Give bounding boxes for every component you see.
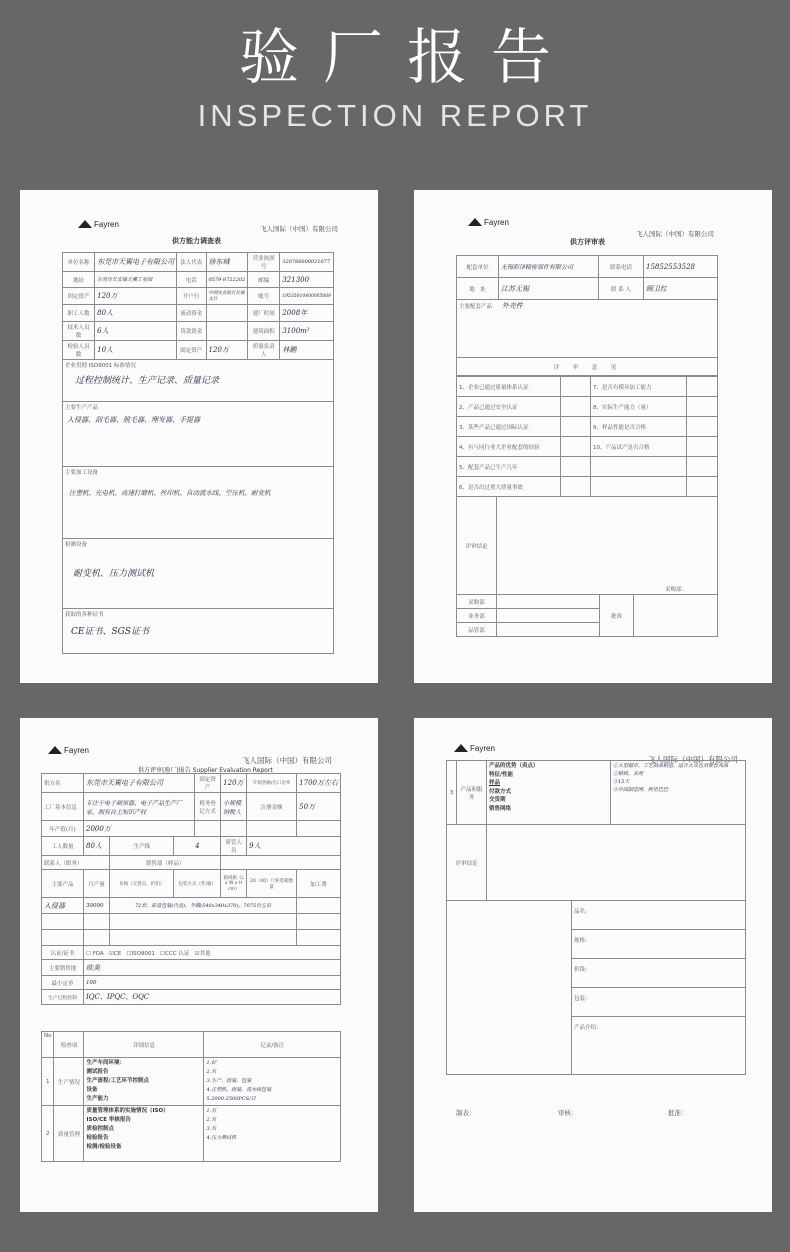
cert-ce-checkbox[interactable]: ☑CE bbox=[109, 950, 122, 957]
label-basic-info: 工厂基本信息 bbox=[42, 793, 84, 821]
criteria-3-check[interactable] bbox=[561, 417, 591, 437]
value-partner-unit: 无锡彩泽精密部件有限公司 bbox=[499, 256, 599, 278]
document-title: 供方评审表 bbox=[570, 238, 605, 246]
criteria-7: 7、是否有模具加工能力 bbox=[591, 377, 687, 397]
criteria-1: 1、企业已通过质量体系认证 bbox=[457, 377, 561, 397]
review-conclusion-table bbox=[456, 496, 718, 637]
value-tax-method: 小规模纳税人 bbox=[221, 793, 247, 821]
conclusion-label: 评审结论 bbox=[447, 825, 487, 901]
document-title: 供方能力调查表 bbox=[172, 237, 221, 245]
header-processing-fee: 加工费 bbox=[297, 870, 341, 898]
header-container-qty: 20（40）尺柜装箱数量 bbox=[247, 870, 297, 898]
company-name: 飞人国际（中国）有限公司 bbox=[260, 225, 338, 233]
value-main-market: 欧美 bbox=[84, 960, 341, 976]
section-certificates: 获取的各种证书 CE证书、SGS证书 bbox=[63, 609, 334, 654]
value-registered-capital: 50万 bbox=[297, 793, 341, 821]
value-unit-name: 东莞市天翼电子有限公司 bbox=[95, 253, 177, 272]
criteria-empty-2-check bbox=[687, 477, 718, 497]
mountain-logo-icon bbox=[78, 220, 92, 229]
brand-logo: Fayren bbox=[454, 744, 495, 753]
label-contact-person: 联 系 人 bbox=[599, 278, 644, 300]
label-sales-dept: 销售部（样品） bbox=[110, 856, 221, 870]
mountain-logo-icon bbox=[454, 744, 468, 753]
header-details: 详细信息 bbox=[84, 1032, 204, 1058]
value-workers: 80人 bbox=[84, 837, 110, 856]
label-tax-method: 税务登记方式 bbox=[195, 793, 221, 821]
dept-quality: 品管部 bbox=[457, 623, 497, 637]
label-address: 地 址 bbox=[457, 278, 499, 300]
field-product-name[interactable]: 品名： bbox=[572, 901, 746, 930]
value-qc-staff: 9人 bbox=[247, 837, 341, 856]
label-license-no: 营业执照号 bbox=[248, 253, 280, 272]
review-opinion-header: 评 审 意 见 bbox=[457, 358, 718, 376]
review-criteria-table bbox=[456, 376, 718, 497]
conclusion-label: 评审结论 bbox=[457, 497, 497, 595]
signature-prepared-by: 制表： bbox=[456, 1109, 476, 1117]
signature-reviewed-by: 审核： bbox=[558, 1109, 578, 1117]
table-row: 1 生产情况 生产车间环境： 测试报告 生产流程/工艺环节控制点 设备 生产能力 1.好 2.有 3.生产、组装、包装 4.注塑机、组装、流水线包装 5.2000-2500PCS/日 bbox=[42, 1058, 341, 1106]
capability-info-table bbox=[62, 252, 334, 654]
product-name: 入侵器 bbox=[42, 898, 84, 914]
document-title: 供方评审(验厂)报告 Supplier Evaluation Report bbox=[138, 767, 273, 774]
value-moq: 100 bbox=[84, 976, 341, 990]
label-building-area: 建筑面积 bbox=[248, 322, 280, 341]
label-fixed-assets-2: 固定资产 bbox=[177, 341, 206, 360]
criteria-2: 2、产品已通过安全认证 bbox=[457, 397, 561, 417]
value-postcode: 321300 bbox=[280, 272, 334, 288]
criteria-3: 3、某些产品已通过国际认证 bbox=[457, 417, 561, 437]
report-sheet-supplier-evaluation[interactable] bbox=[20, 718, 378, 1212]
label-workers: 工人数量 bbox=[42, 837, 84, 856]
label-partner-unit: 配套单位 bbox=[457, 256, 499, 278]
dept-business-field[interactable] bbox=[497, 609, 600, 623]
page-title: 验厂报告 bbox=[239, 23, 575, 93]
purchasing-sign-label: 采购部： bbox=[664, 587, 687, 593]
page-subtitle: INSPECTION REPORT bbox=[197, 98, 593, 133]
value-working-capital bbox=[206, 305, 248, 322]
certification-options bbox=[84, 946, 341, 960]
label-postcode: 邮编 bbox=[248, 272, 280, 288]
label-fixed-assets: 固定资产 bbox=[195, 774, 221, 793]
label-quality-lead: 质量负责人 bbox=[248, 341, 280, 360]
criteria-2-check[interactable] bbox=[561, 397, 591, 417]
criteria-8: 8、实际生产能力（量） bbox=[591, 397, 687, 417]
table-row: 2 质量管理 质量管理体系的实施情况（ISO） ISO/CE 审核报告 质检控制点 检验报告 检测/检验设备 1.有 2.有 3.有 4.压力测试机 bbox=[42, 1106, 341, 1162]
value-contact-person: 顾卫红 bbox=[644, 278, 718, 300]
label-fixed-assets: 固定资产 bbox=[63, 288, 95, 305]
criteria-1-check[interactable] bbox=[561, 377, 591, 397]
label-moq: 最小定单 bbox=[42, 976, 84, 990]
criteria-8-check[interactable] bbox=[687, 397, 718, 417]
brand-logo: Fayren bbox=[48, 746, 89, 755]
section-main-products: 主要配套产品 外壳件 bbox=[457, 300, 718, 358]
evaluation-table bbox=[41, 773, 341, 1005]
value-account: 19535010400005069 bbox=[280, 288, 334, 305]
label-account: 帐号 bbox=[248, 288, 280, 305]
dept-quality-field[interactable] bbox=[497, 623, 600, 637]
dept-purchasing: 采购部 bbox=[457, 595, 497, 609]
report-sheet-supplier-capability[interactable] bbox=[20, 190, 378, 683]
signature-approved-by: 批准： bbox=[668, 1109, 688, 1117]
section-main-products: 主要生产产品 入侵器、刮毛器、脱毛器、理发器、手提器 bbox=[63, 402, 334, 467]
value-inspectors: 10人 bbox=[95, 341, 177, 360]
conclusion-field[interactable] bbox=[497, 497, 718, 595]
criteria-4-check[interactable] bbox=[561, 437, 591, 457]
header-carton-size: 箱规格（L x W x H cm） bbox=[221, 870, 247, 898]
section-testing-equipment: 检测设备 耐变机、压力测试机 bbox=[63, 539, 334, 609]
value-supplier: 东莞市天翼电子有限公司 bbox=[84, 774, 195, 793]
dept-purchasing-field[interactable] bbox=[497, 595, 600, 609]
label-phone: 电话 bbox=[177, 272, 206, 288]
label-supplier: 供方名 bbox=[42, 774, 84, 793]
label-qc-staff: 质管人员 bbox=[221, 837, 247, 856]
label-legal-rep: 法人代表 bbox=[177, 253, 206, 272]
company-name: 飞人国际（中国）有限公司 bbox=[242, 756, 332, 765]
supplier-review-table bbox=[456, 255, 718, 376]
value-process-control: IQC、IPQC、OQC bbox=[84, 990, 341, 1005]
header-packing: 包装方式（件/箱） bbox=[174, 870, 221, 898]
label-contact-phone: 联系电话 bbox=[599, 256, 644, 278]
header-price: 价格（交货点、折扣） bbox=[110, 870, 174, 898]
cert-other-checkbox[interactable]: ☑其他 bbox=[194, 950, 211, 957]
criteria-10: 10、产品试产是否合格 bbox=[591, 437, 687, 457]
inspection-items-table bbox=[41, 1031, 341, 1162]
value-founded: 2008年 bbox=[280, 305, 334, 322]
product-info-table bbox=[446, 900, 746, 1075]
criteria-empty-1 bbox=[591, 457, 687, 477]
value-building-area: 3100m² bbox=[280, 322, 334, 341]
section-iso9001: 企业贯彻 ISO9001 标准情况 过程控制统计、生产记录、质量记录 bbox=[63, 360, 334, 402]
criteria-5: 5、配套产品已生产几年 bbox=[457, 457, 561, 477]
label-founded: 建厂时间 bbox=[248, 305, 280, 322]
criteria-9: 9、样品性能是否合格 bbox=[591, 417, 687, 437]
value-annual-sales: 1700万左右 bbox=[297, 774, 341, 793]
value-quality-lead: 林鹏 bbox=[280, 341, 334, 360]
value-fixed-assets: 120万 bbox=[95, 288, 177, 305]
label-inspectors: 检验人员数 bbox=[63, 341, 95, 360]
label-working-capital: 流动资金 bbox=[177, 305, 206, 322]
field-product-intro[interactable]: 产品介绍： bbox=[572, 1017, 746, 1075]
label-main-market: 主要销售地 bbox=[42, 960, 84, 976]
field-packaging[interactable]: 包装： bbox=[572, 988, 746, 1017]
conclusion-field[interactable] bbox=[487, 825, 746, 901]
value-fixed-assets: 120万 bbox=[221, 774, 247, 793]
value-bank: 中国农业银行长城支行 bbox=[206, 288, 248, 305]
label-address: 地址 bbox=[63, 272, 95, 288]
label-tech-staff: 技术人员数 bbox=[63, 322, 95, 341]
label-employees: 职工人数 bbox=[63, 305, 95, 322]
cert-fda-checkbox[interactable]: ☐ FDA bbox=[86, 950, 104, 957]
company-name: 飞人国际（中国）有限公司 bbox=[648, 755, 738, 764]
product-image-area bbox=[447, 901, 572, 1075]
criteria-empty-1-check bbox=[687, 457, 718, 477]
brand-logo: Fayren bbox=[468, 218, 509, 227]
label-certification: 认证/证书 bbox=[42, 946, 84, 960]
label-process-control: 生产过程控制 bbox=[42, 990, 84, 1005]
cert-iso9001-checkbox[interactable]: ☐ISO9001 bbox=[126, 950, 155, 957]
value-basic-info: 专注于电子剃须器、电子产品生产厂家，拥有自主知识产权 bbox=[84, 793, 195, 821]
criteria-10-check[interactable] bbox=[687, 437, 718, 457]
table-row: 3 产品和服务 产品的优势（卖点） 特征/性能 样品 付款方式 交货期 销售网络 ①大型超市、工艺制品精湛、适合大众也消费普高品 ②精致、美观 ③15天 ④中国制造网、阿里巴巴 bbox=[447, 761, 746, 825]
label-bank: 开户行 bbox=[177, 288, 206, 305]
header-check-item: 检查项 bbox=[54, 1032, 84, 1058]
mountain-logo-icon bbox=[48, 746, 62, 755]
label-production-lines: 生产线 bbox=[110, 837, 174, 856]
label-contact: 联系人（职务） bbox=[42, 856, 110, 870]
mountain-logo-icon bbox=[468, 218, 482, 227]
field-specification[interactable]: 规格： bbox=[572, 930, 746, 959]
value-contact-phone: 15852553528 bbox=[644, 256, 718, 278]
header-records: 记录/备注 bbox=[204, 1032, 341, 1058]
criteria-7-check[interactable] bbox=[687, 377, 718, 397]
value-loan bbox=[206, 322, 248, 341]
product-detail: 72套，彩盒包装(内盒)，外箱(540x340x370)，7075台左右 bbox=[110, 898, 297, 914]
section-equipment: 主要加工设备 注塑机、充电机、高速打磨机、丝印机、自动流水线、空压机、耐变机 bbox=[63, 467, 334, 539]
report-sheet-supplier-review[interactable] bbox=[414, 190, 772, 683]
value-address: 东莞市长安镇天翼工业园 bbox=[95, 272, 177, 288]
label-loan: 贷款资金 bbox=[177, 322, 206, 341]
criteria-6-check[interactable] bbox=[561, 477, 591, 497]
value-license-no: 320786000021077 bbox=[280, 253, 334, 272]
criteria-6: 6、是否出过重大质量事故 bbox=[457, 477, 561, 497]
dept-business: 业务部 bbox=[457, 609, 497, 623]
criteria-9-check[interactable] bbox=[687, 417, 718, 437]
approve-label: 批准 bbox=[600, 595, 634, 637]
criteria-5-check[interactable] bbox=[561, 457, 591, 477]
value-fixed-assets-2: 120万 bbox=[206, 341, 248, 360]
value-legal-rep: 徐东城 bbox=[206, 253, 248, 272]
approve-field[interactable] bbox=[634, 595, 718, 637]
value-annual-output: 2000万 bbox=[84, 821, 195, 837]
cert-ccc-checkbox[interactable]: ☐CCC 认证 bbox=[160, 950, 190, 957]
label-unit-name: 单位名称 bbox=[63, 253, 95, 272]
header-no: No bbox=[42, 1032, 54, 1058]
report-sheet-evaluation-continued[interactable] bbox=[414, 718, 772, 1212]
label-annual-output: 年产值(月) bbox=[42, 821, 84, 837]
value-address: 江苏无锡 bbox=[499, 278, 599, 300]
label-annual-sales: 年销售额/出口比率 bbox=[247, 774, 297, 793]
label-registered-capital: 注册金额 bbox=[247, 793, 297, 821]
brand-logo: Fayren bbox=[78, 220, 119, 229]
product-service-table bbox=[446, 760, 746, 901]
field-price[interactable]: 价钱： bbox=[572, 959, 746, 988]
company-name: 飞人国际（中国）有限公司 bbox=[636, 230, 714, 238]
product-qty: 30000 bbox=[84, 898, 110, 914]
header-main-product: 主要产品 bbox=[42, 870, 84, 898]
header-monthly-output: 月产量 bbox=[84, 870, 110, 898]
value-phone: 0579-8722202 bbox=[206, 272, 248, 288]
value-production-lines: 4 bbox=[174, 837, 221, 856]
value-tech-staff: 6人 bbox=[95, 322, 177, 341]
criteria-empty-2 bbox=[591, 477, 687, 497]
criteria-4: 4、有与同行业大企业配套的经验 bbox=[457, 437, 561, 457]
value-employees: 80人 bbox=[95, 305, 177, 322]
